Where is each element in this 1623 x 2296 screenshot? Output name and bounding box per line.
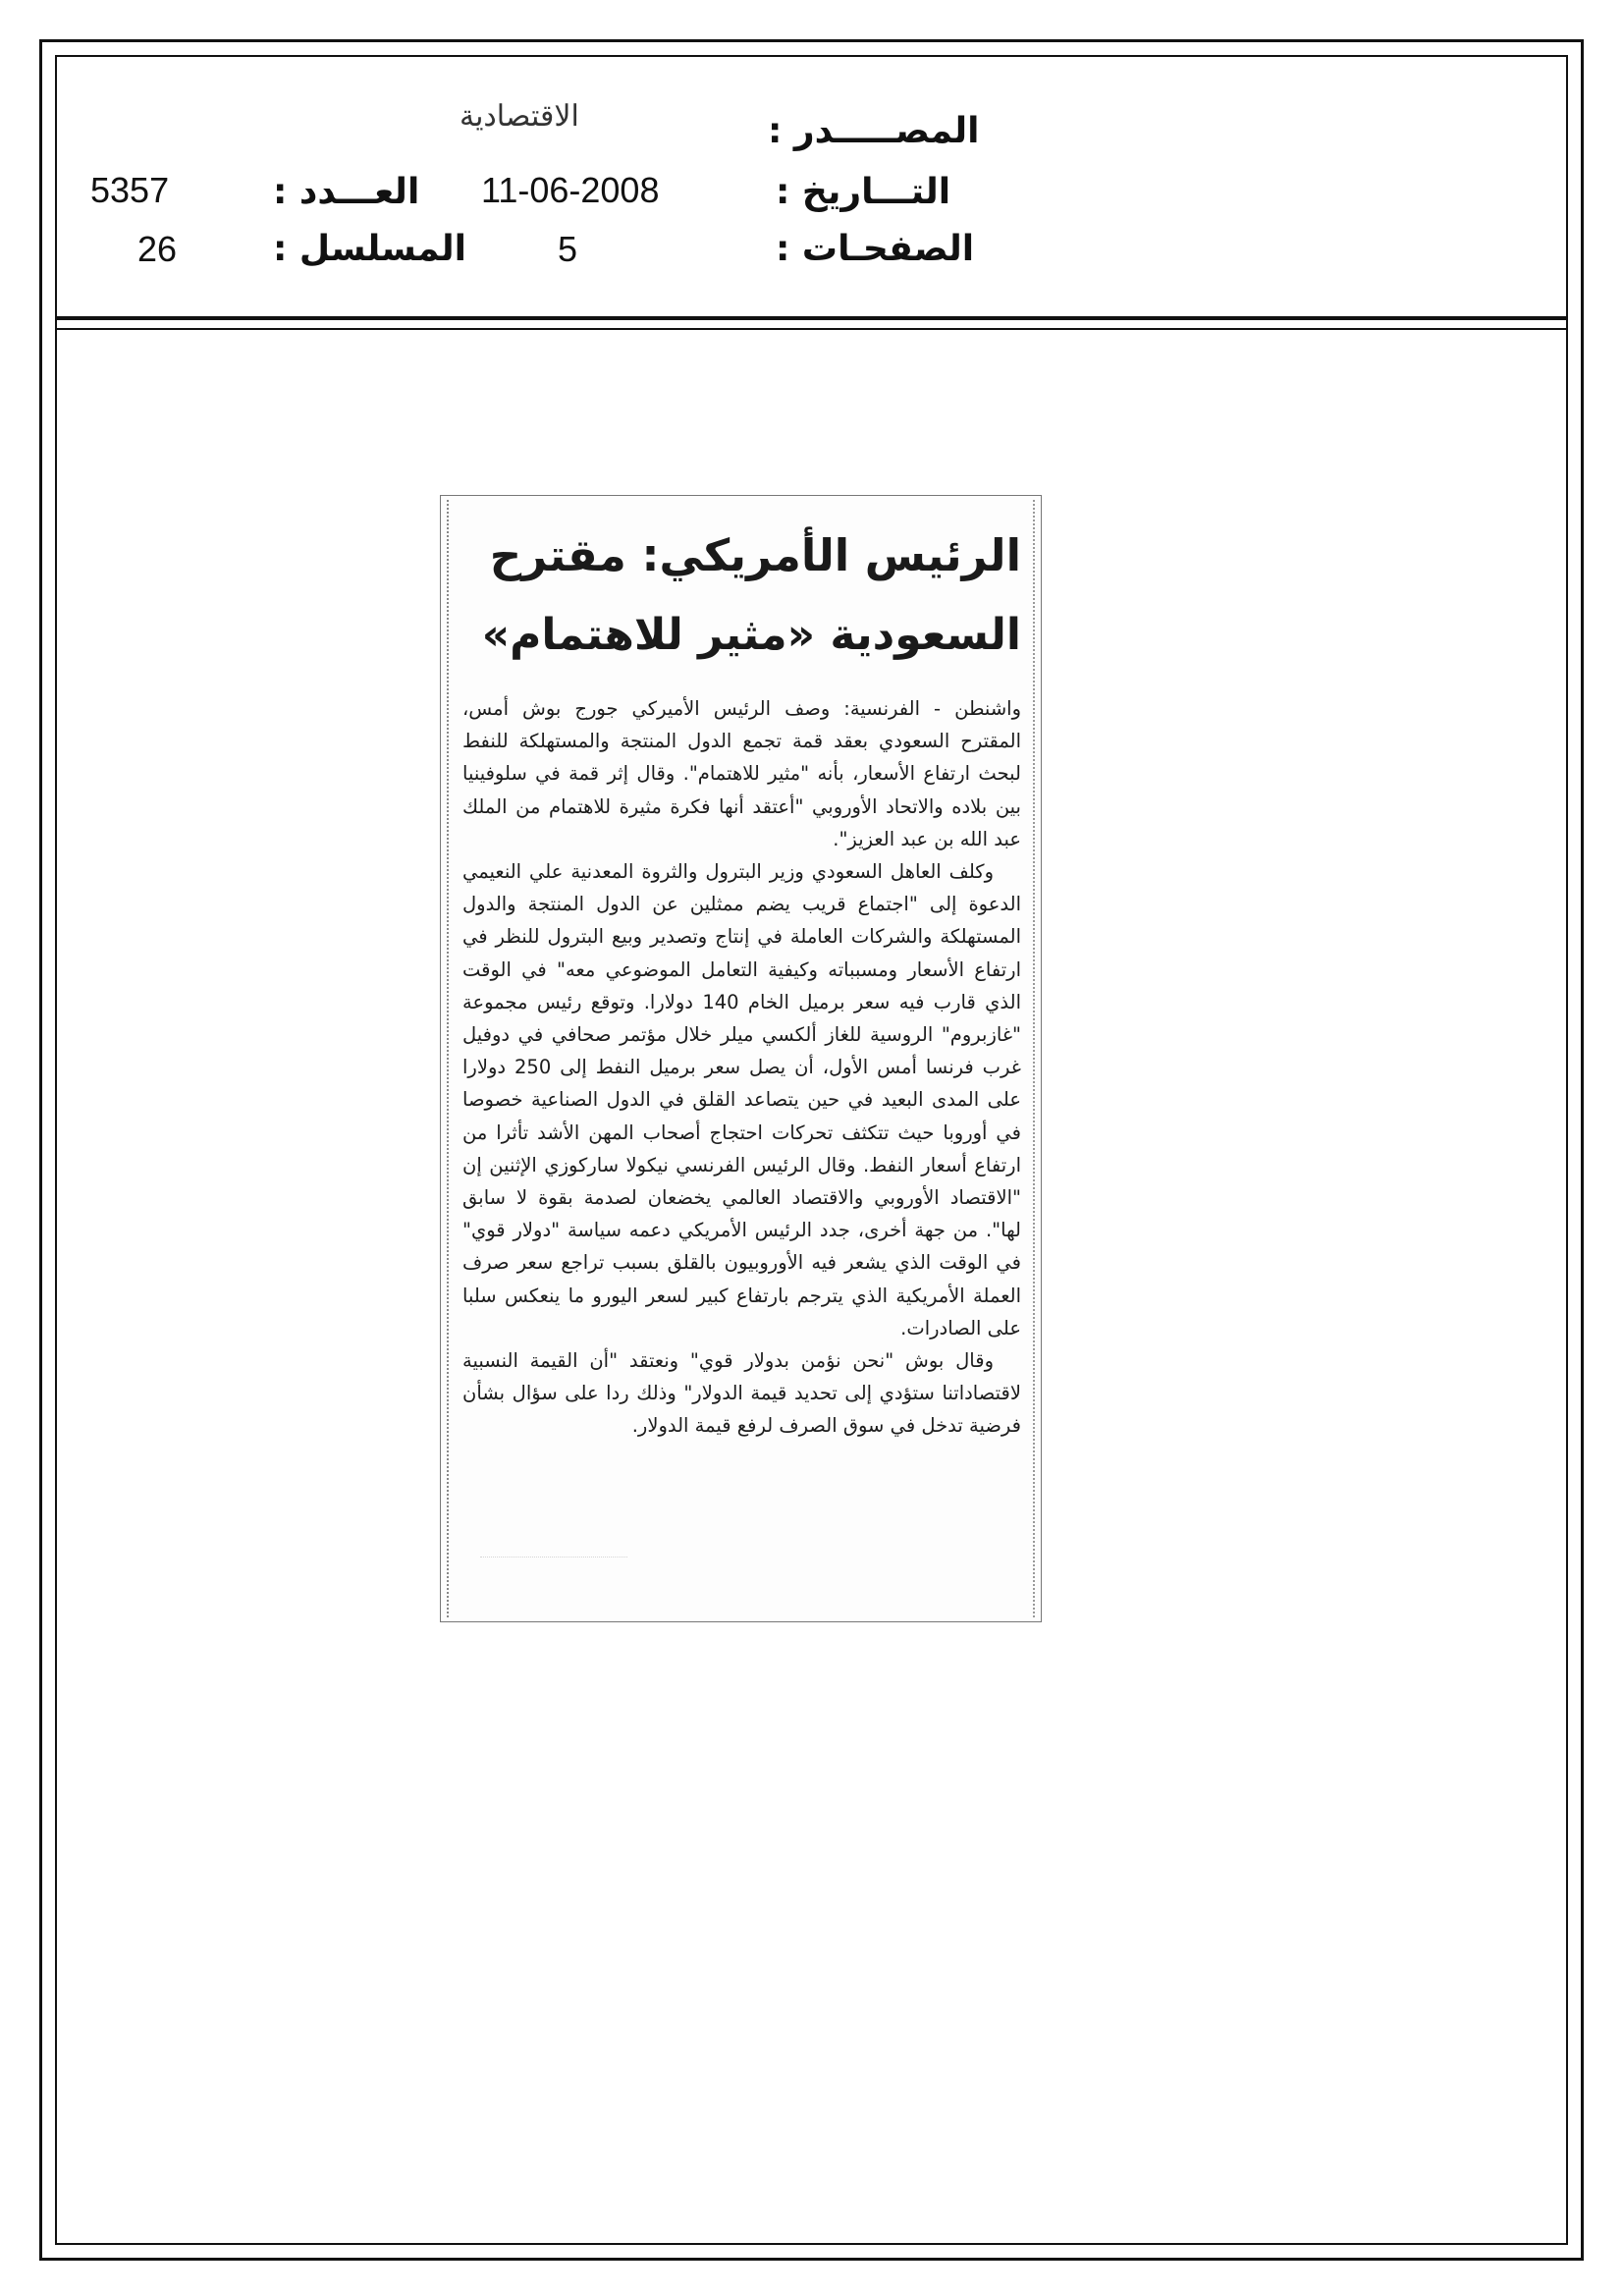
newspaper-clipping — [440, 495, 1042, 1622]
serial-value: 26 — [137, 229, 178, 269]
clipping-edge-right — [1033, 500, 1037, 1617]
issue-value: 5357 — [90, 170, 170, 210]
date-label: التـــاريخ : — [776, 172, 951, 212]
article-body — [462, 692, 1021, 1443]
source-value: الاقتصادية — [460, 100, 579, 133]
scan-noise — [480, 1557, 627, 1587]
source-label: المصـــــدر : — [768, 111, 980, 151]
header-divider-thin — [55, 328, 1568, 330]
article-paragraph: وكلف العاهل السعودي وزير البترول والثروة المعدنية علي النعيمي الدعوة إلى "اجتماع قريب يضم ممثلين عن الدول المنتجة والدول المستهلكة والشركات العاملة في إنتاج وتصدير وبيع البترول للنظر في ارتفاع الأسعار ومسبباته وكيفية التعامل الموضوعي معه" في الوقت الذي قارب فيه سعر برميل الخام 140 دولارا. وتوقع رئيس مجموعة "غازبروم" الروسية للغاز ألكسي ميلر خلال مؤتمر صحافي في دوفيل غرب فرنسا أمس الأول، أن يصل سعر برميل النفط إلى 250 دولارا على المدى البعيد في حين يتصاعد القلق في الدول الصناعية خصوصا في أوروبا حيث تتكثف تحركات احتجاج أصحاب المهن الأشد تأثرا من ارتفاع أسعار النفط. وقال الرئيس الفرنسي نيكولا ساركوزي الإثنين إن "الاقتصاد الأوروبي والاقتصاد العالمي يخضعان لصدمة بقوة لا سابق لها". من جهة أخرى، جدد الرئيس الأمريكي دعمه سياسة "دولار قوي" في الوقت الذي يشعر فيه الأوروبيون بالقلق بسبب تراجع سعر صرف العملة الأمريكية الذي يترجم بارتفاع كبير لسعر اليورو ما ينعكس سلبا على الصادرات. — [462, 860, 1021, 1339]
article-headline-line2: السعودية «مثير للاهتمام» — [481, 610, 1021, 660]
article-paragraph: وقال بوش "نحن نؤمن بدولار قوي" ونعتقد "أن القيمة النسبية لاقتصاداتنا ستؤدي إلى تحديد قيمة الدولار" وذلك ردا على سؤال بشأن فرضية تدخل في سوق الصرف لرفع قيمة الدولار. — [462, 1349, 1021, 1438]
article-headline-line1: الرئيس الأمريكي: مقترح — [489, 529, 1021, 581]
clipping-edge-left — [447, 500, 451, 1617]
pages-value: 5 — [558, 229, 578, 269]
date-value: 11-06-2008 — [481, 170, 660, 210]
header-divider — [55, 316, 1568, 320]
article-paragraph: واشنطن - الفرنسية: وصف الرئيس الأميركي جورج بوش أمس، المقترح السعودي بعقد قمة تجمع الدول المنتجة والمستهلكة للنفط لبحث ارتفاع الأسعار، بأنه "مثير للاهتمام". وقال إثر قمة في سلوفينيا بين بلاده والاتحاد الأوروبي "أعتقد أنها فكرة مثيرة للاهتمام من الملك عبد الله بن عبد العزيز". — [462, 697, 1021, 850]
pages-label: الصفحـات : — [776, 229, 975, 269]
serial-label: المسلسل : — [273, 229, 467, 269]
issue-label: العـــدد : — [273, 172, 420, 212]
